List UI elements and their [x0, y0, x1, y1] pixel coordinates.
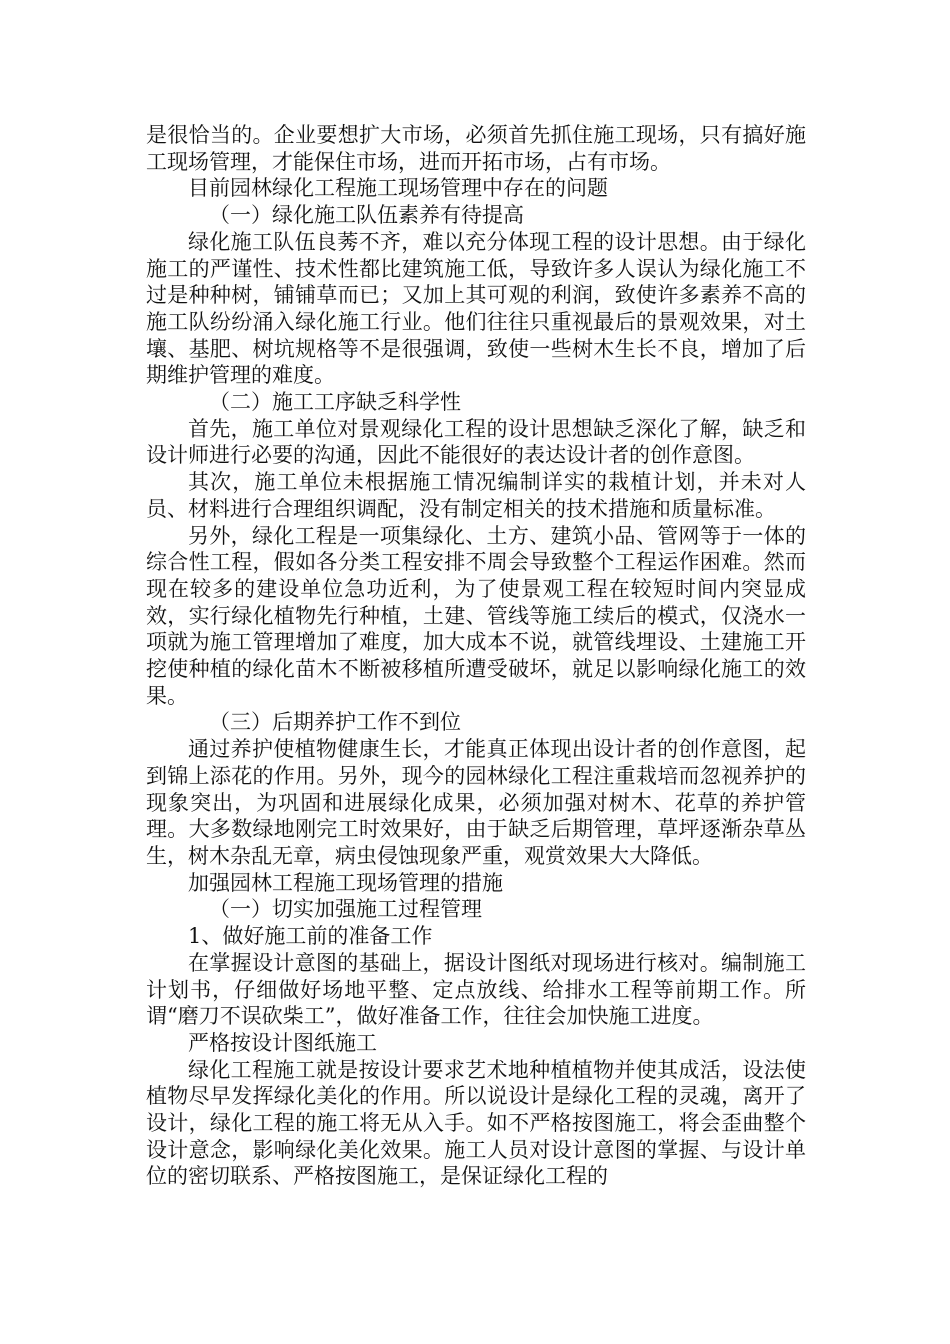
subheading-process-management: （一）切实加强施工过程管理 — [209, 897, 482, 922]
paragraph-second: 其次，施工单位未根据施工情况编制详实的栽植计划，并未对人员、材料进行合理组织调配，没有制定相关的技术措施和质量标准。 — [146, 470, 806, 521]
document-body — [146, 122, 806, 1190]
item-heading-preparation: 1、做好施工前的准备工作 — [188, 924, 433, 949]
subheading-maintenance: （三）后期养护工作不到位 — [209, 710, 461, 735]
paragraph-team-quality: 绿化施工队伍良莠不齐，难以充分体现工程的设计思想。由于绿化施工的严谨性、技术性都比建筑施工低，导致许多人误认为绿化施工不过是种种树，铺铺草而已；又加上其可观的利润，致使许多素养不高的施工队纷纷涌入绿化施工行业。他们往往只重视最后的景观效果，对土壤、基肥、树坑规格等不是很强调，致使一些树木生长不良，增加了后期维护管理的难度。 — [146, 229, 806, 388]
paragraph-maintenance: 通过养护使植物健康生长，才能真正体现出设计者的创作意图，起到锦上添花的作用。另外，现今的园林绿化工程注重栽培而忽视养护的现象突出，为巩固和进展绿化成果，必须加强对树木、花草的养护管理。大多数绿地刚完工时效果好，由于缺乏后期管理，草坪逐渐杂草丛生，树木杂乱无章，病虫侵蚀现象严重，观赏效果大大降低。 — [146, 737, 806, 868]
subheading-team-quality: （一）绿化施工队伍素养有待提高 — [209, 203, 524, 228]
paragraph-preparation: 在掌握设计意图的基础上，据设计图纸对现场进行核对。编制施工计划书，仔细做好场地平整、定点放线、给排水工程等前期工作。所谓“磨刀不误砍柴工”，做好准备工作，往往会加快施工进度。 — [146, 950, 806, 1029]
section-heading-problems: 目前园林绿化工程施工现场管理中存在的问题 — [188, 176, 608, 201]
subheading-process: （二）施工工序缺乏科学性 — [209, 390, 461, 415]
paragraph-design-drawings: 绿化工程施工就是按设计要求艺术地种植植物并使其成活，设法使植物尽早发挥绿化美化的作用。所以说设计是绿化工程的灵魂，离开了设计，绿化工程的施工将无从入手。如不严格按图施工，将会歪曲整个设计意念，影响绿化美化效果。施工人员对设计意图的掌握、与设计单位的密切联系、严格按图施工，是保证绿化工程的 — [146, 1057, 806, 1189]
item-heading-design-drawings: 严格按设计图纸施工 — [188, 1030, 377, 1055]
section-heading-measures: 加强园林工程施工现场管理的措施 — [188, 870, 503, 895]
paragraph-intro: 是很恰当的。企业要想扩大市场，必须首先抓住施工现场，只有搞好施工现场管理，才能保住市场，进而开拓市场，占有市场。 — [146, 123, 806, 174]
paragraph-first: 首先，施工单位对景观绿化工程的设计思想缺乏深化了解，缺乏和设计师进行必要的沟通，因此不能很好的表达设计者的创作意图。 — [146, 416, 806, 468]
paragraph-additionally: 另外，绿化工程是一项集绿化、土方、建筑小品、管网等于一体的综合性工程，假如各分类工程安排不周会导致整个工程运作困难。然而现在较多的建设单位急功近利，为了使景观工程在较短时间内突显成效，实行绿化植物先行种植，土建、管线等施工续后的模式，仅浇水一项就为施工管理增加了难度，加大成本不说，就管线埋设、土建施工开挖使种植的绿化苗木不断被移植所遭受破坏，就足以影响绿化施工的效果。 — [146, 523, 806, 708]
